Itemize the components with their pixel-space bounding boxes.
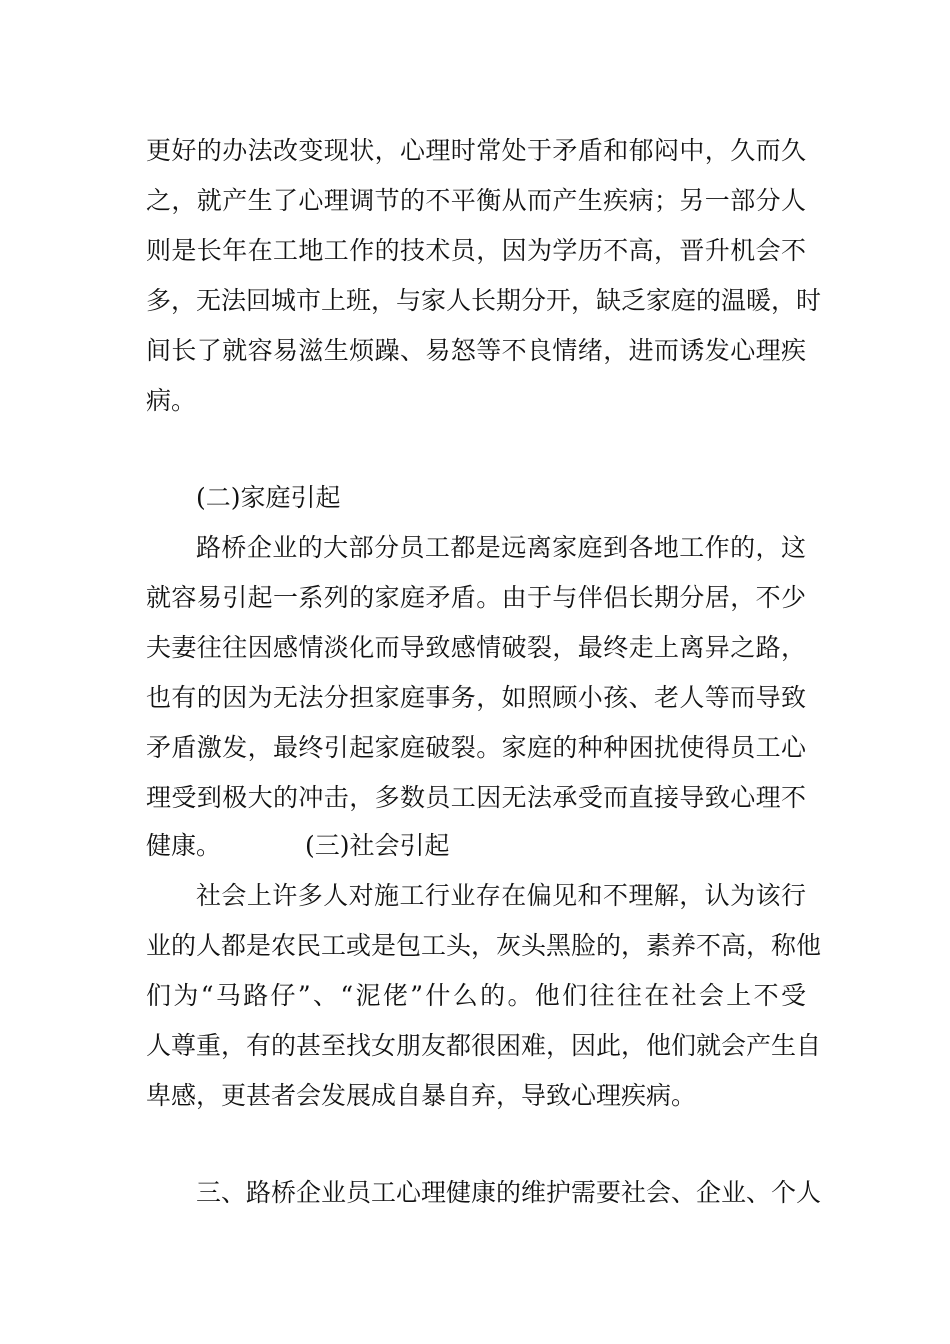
paragraph-1-line-2: 之，就产生了心理调节的不平衡从而产生疾病；另一部分人 [146,186,806,215]
section-3-heading: 三、路桥企业员工心理健康的维护需要社会、企业、个人 [196,1178,822,1207]
paragraph-1-line-4: 多，无法回城市上班，与家人长期分开，缺乏家庭的温暖，时 [146,286,822,315]
paragraph-2-end-text: 健康。 [146,831,222,860]
paragraph-3-line-4: 人尊重，有的甚至找女朋友都很困难，因此，他们就会产生自 [146,1031,822,1060]
paragraph-1-line-1: 更好的办法改变现状，心理时常处于矛盾和郁闷中，久而久 [146,136,806,165]
paragraph-3-line-5: 卑感，更甚者会发展成自暴自弃，导致心理疾病。 [146,1081,697,1110]
paragraph-3-line-3: 们为“马路仔”、“泥佬”什么的。他们往往在社会上不受 [146,981,806,1010]
paragraph-2-line-6: 理受到极大的冲击，多数员工因无法承受而直接导致心理不 [146,783,806,812]
paragraph-2-line-1: 路桥企业的大部分员工都是远离家庭到各地工作的，这 [196,533,806,562]
paragraph-2-line-5: 矛盾激发，最终引起家庭破裂。家庭的种种困扰使得员工心 [146,733,806,762]
paragraph-1-line-6: 病。 [146,386,197,415]
paragraph-2-end-line [146,829,806,863]
paragraph-2-line-2: 就容易引起一系列的家庭矛盾。由于与伴侣长期分居，不少 [146,583,806,612]
section-heading-society: (三)社会引起 [305,831,450,860]
paragraph-2-line-3: 夫妻往往因感情淡化而导致感情破裂，最终走上离异之路， [146,633,806,662]
paragraph-1-line-3: 则是长年在工地工作的技术员，因为学历不高，晋升机会不 [146,236,806,265]
paragraph-1-line-5: 间长了就容易滋生烦躁、易怒等不良情绪，进而诱发心理疾 [146,336,806,365]
paragraph-3-line-2: 业的人都是农民工或是包工头，灰头黑脸的，素养不高，称他 [146,931,822,960]
section-heading-family: (二)家庭引起 [196,483,341,512]
paragraph-2-line-4: 也有的因为无法分担家庭事务，如照顾小孩、老人等而导致 [146,683,806,712]
paragraph-3-line-1: 社会上许多人对施工行业存在偏见和不理解，认为该行 [196,881,806,910]
